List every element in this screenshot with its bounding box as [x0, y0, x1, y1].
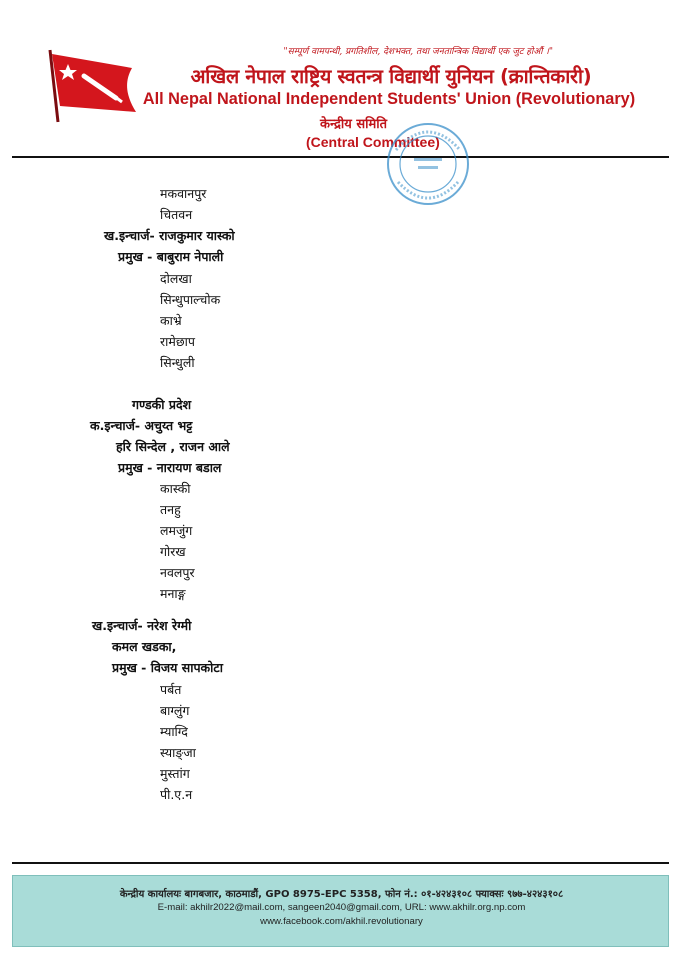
- list-item: दोलखा: [160, 271, 192, 286]
- list-item: बाग्लुंग: [160, 703, 190, 718]
- list-item: मुस्तांग: [160, 766, 190, 781]
- list-item: पर्बत: [160, 682, 182, 697]
- incharge-heading: ख.इन्चार्ज- नरेश रेग्मी: [92, 618, 192, 633]
- footer-facebook: www.facebook.com/akhil.revolutionary: [260, 916, 423, 927]
- members-line: हरि सिन्देल , राजन आले: [116, 439, 230, 454]
- org-name-nepali: अखिल नेपाल राष्ट्रिय स्वतन्त्र विद्यार्थी युनियन (क्रान्तिकारी): [190, 65, 592, 88]
- members-line: कमल खडका,: [112, 639, 177, 654]
- footer-contacts: E-mail: akhilr2022@mail.com, sangeen2040@gmail.com, URL: www.akhilr.org.np.com: [157, 902, 526, 913]
- list-item: पी.ए.न: [160, 787, 193, 802]
- list-item: मनाङ्ग: [160, 586, 186, 601]
- province-heading: गण्डकी प्रदेश: [132, 397, 192, 412]
- chief-heading: प्रमुख - विजय सापकोटा: [112, 660, 223, 675]
- list-item: तनहु: [160, 502, 181, 517]
- list-item: म्याग्दि: [160, 724, 188, 739]
- header-motto: "सम्पूर्ण वामपन्थी, प्रगतिशील, देशभक्त, तथा जनतान्त्रिक विद्यार्थी एक जुट होऔं ।": [283, 47, 553, 57]
- committee-nepali: केन्द्रीय समिति: [320, 117, 388, 132]
- chief-heading: प्रमुख - नारायण बडाल: [118, 460, 222, 475]
- list-item: नवलपुर: [160, 565, 195, 580]
- footer-address: केन्द्रीय कार्यालयः बागबजार, काठमाडौं, GPO 8975-EPC 5358, फोन नं.: ०१-४२४३१०८ फ्याक्सः ९७७-४२४३१०८: [119, 889, 564, 900]
- incharge-heading: ख.इन्चार्ज- राजकुमार यास्को: [104, 228, 235, 243]
- footer-band: [12, 875, 669, 947]
- chief-heading: प्रमुख - बाबुराम नेपाली: [118, 249, 224, 264]
- list-item: सिन्धुली: [160, 355, 195, 370]
- org-name-english: All Nepal National Independent Students' Union (Revolutionary): [142, 90, 636, 108]
- list-item: काभ्रे: [160, 313, 182, 328]
- list-item: सिन्धुपाल्चोक: [160, 292, 221, 307]
- footer-divider: [12, 862, 669, 864]
- list-item: लमजुंग: [160, 523, 193, 538]
- list-item: कास्की: [160, 481, 191, 496]
- official-seal-stamp: [376, 120, 476, 208]
- list-item: मकवानपुर: [160, 186, 207, 201]
- list-item: रामेछाप: [160, 334, 195, 349]
- red-flag-logo: [46, 46, 138, 124]
- header-divider: [12, 156, 669, 158]
- committee-english: (Central Committee): [306, 134, 440, 150]
- incharge-heading: क.इन्चार्ज- अचुय्त भट्ट: [90, 418, 193, 433]
- list-item: स्याङ्जा: [160, 745, 196, 760]
- list-item: गोरख: [160, 544, 186, 559]
- list-item: चितवन: [160, 207, 193, 222]
